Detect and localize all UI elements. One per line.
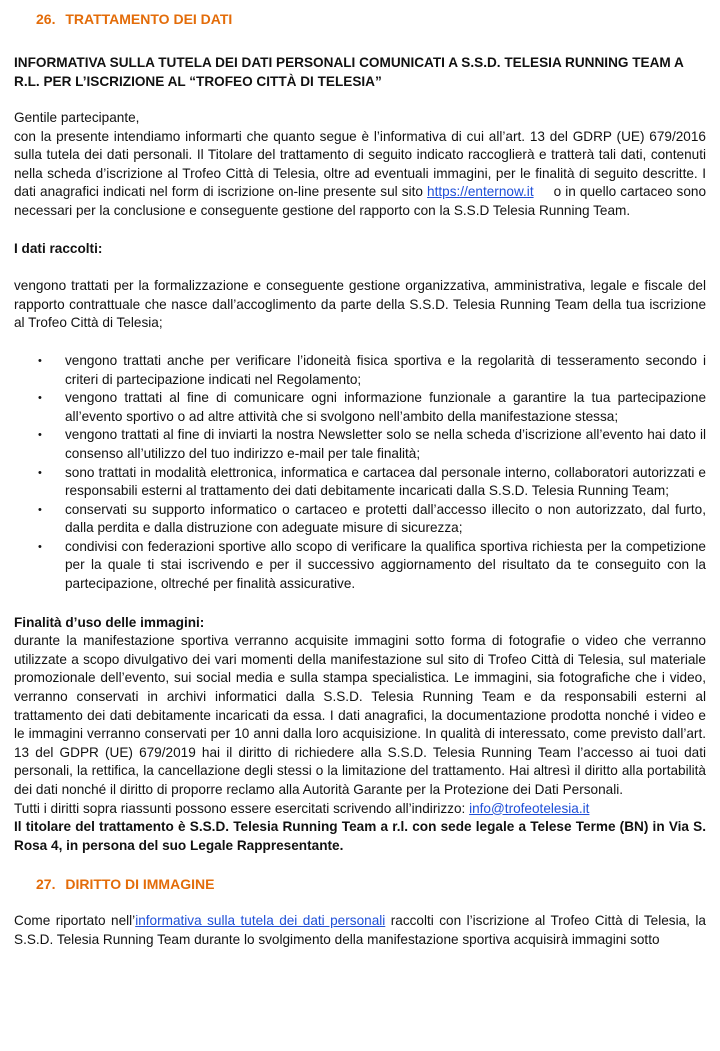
controller-paragraph: Il titolare del trattamento è S.S.D. Telesia Running Team a r.l. con sede legale a Telese Terme (BN) in Via S. Rosa 4, in persona del suo Legale Rappresentante.: [14, 819, 706, 853]
rights-text: Tutti i diritti sopra riassunti possono essere esercitati scrivendo all’indirizzo:: [14, 800, 466, 816]
collected-paragraph: vengono trattati per la formalizzazione e conseguente gestione organizzativa, amministrativa, legale e fiscale del rapporto contrattuale che nasce dall’accoglimento da parte della S.S.D. Telesia Running Team della tua iscrizione al Trofeo Città di Telesia;: [14, 278, 706, 331]
bullet-icon: •: [38, 354, 42, 367]
images-heading: Finalità d’uso delle immagini:: [14, 614, 205, 630]
bullet-icon: •: [38, 540, 42, 553]
image-rights-paragraph: [14, 912, 706, 949]
intro-paragraph: [14, 128, 706, 221]
enternow-link[interactable]: https://enternow.it: [427, 184, 534, 200]
list-item: • vengono trattati al fine di inviarti la nostra Newsletter solo se nella scheda d’iscrizione all’evento hai dato il consenso all’utilizzo del tuo indirizzo e-mail per tale finalità;: [38, 427, 706, 461]
collected-heading: I dati raccolti:: [14, 240, 103, 256]
section-heading-27: [36, 875, 706, 893]
email-link[interactable]: info@trofeotelesia.it: [469, 800, 590, 816]
greeting: Gentile partecipante,: [14, 110, 140, 125]
section-title: TRATTAMENTO DEI DATI: [65, 11, 233, 27]
list-item: • vengono trattati al fine di comunicare ogni informazione funzionale a garantire la tua partecipazione all’evento sportivo o ad altre attività che si svolgono nell’ambito della manifestazione stessa;: [38, 390, 706, 424]
intro-text: con la presente intendiamo informarti che quanto segue è l’informativa di cui all’art. 13 del GDRP (UE) 679/2016 sulla tutela dei dati personali. Il Titolare del trattamento di seguito indicato raccoglierà e tratterà tali dati, contenuti nella scheda d’iscrizione al Trofeo Città di Telesia, oltre ad eventuali immagini, per le finalità di seguito descritte. I dati anagrafici indicati nel form di iscrizione on-line presente sul sito: [14, 128, 706, 200]
document-title: INFORMATIVA SULLA TUTELA DEI DATI PERSONALI COMUNICATI A S.S.D. TELESIA RUNNING TEAM A R.L. PER L’ISCRIZIONE AL “TROFEO CITTÀ DI TELESIA”: [14, 55, 684, 89]
list-item: • conservati su supporto informatico o cartaceo e protetti dall’accesso illecito o non autorizzato, dal furto, dalla perdita e dalla distruzione con adeguate misure di sicurezza;: [38, 501, 706, 536]
images-paragraph: durante la manifestazione sportiva verranno acquisite immagini sotto forma di fotografie o video che verranno utilizzate a scopo divulgativo dei vari momenti della manifestazione sul sito di Trofeo Città di Telesia, sul materiale promozionale dell’evento, sui social media e sulla stampa specialistica. Le immagini, sia fotografiche che i video, verranno conservati in archivi informatici dalla S.S.D. Telesia Running Team e da responsabili esterni al trattamento dei dati debitamente incaricati da essa. I dati anagrafici, la documentazione prodotta nonché i video e le immagini verranno conservati per 10 anni dalla loro acquisizione. In qualità di interessato, come previsto dall’art. 13 del GDPR (UE) 679/2019 hai il diritto di richiedere alla S.S.D. Telesia Running Team l’accesso ai tuoi dati personali, la rettifica, la cancellazione degli stessi o la limitazione del trattamento. Hai altresì il diritto alla portabilità dei dati nonché il diritto di proporre reclamo alla Autorità Garante per la Protezione dei Dati Personali.: [14, 633, 706, 797]
list-item: • sono trattati in modalità elettronica, informatica e cartacea dal personale interno, collaboratori autorizzati e responsabili esterni al trattamento dei dati debitamente incaricati dalla S.S.D. Telesia Running Team;: [38, 464, 706, 499]
rights-paragraph: [14, 800, 706, 819]
section-number: 27.: [36, 876, 56, 893]
image-rights-text-continued: raccolti con l’iscrizione al Trofeo Città di Telesia, la S.S.D. Telesia Running Team durante lo svolgimento della manifestazione sportiva acquisirà immagini sotto: [14, 913, 706, 947]
image-rights-text: Come riportato nell’: [14, 913, 136, 929]
bullet-icon: •: [38, 466, 42, 479]
bullet-icon: •: [38, 503, 42, 516]
intro-text-continued: o in quello cartaceo sono necessari per la conclusione e conseguente gestione del rapporto con la S.S.D Telesia Running Team.: [14, 184, 707, 218]
section-heading-26: [36, 10, 706, 28]
processing-list: [14, 352, 706, 594]
privacy-policy-link[interactable]: informativa sulla tutela dei dati personali: [135, 913, 386, 929]
bullet-icon: •: [38, 392, 42, 405]
section-number: 26.: [36, 11, 56, 27]
list-item: • condivisi con federazioni sportive allo scopo di verificare la qualifica sportiva richiesta per la competizione per la quale ti stai iscrivendo e per il successivo aggiornamento del risultato da te conseguito con la partecipazione, oltreché per finalità assicurative.: [38, 538, 706, 592]
bullet-icon: •: [38, 429, 42, 442]
list-item: • vengono trattati anche per verificare l’idoneità fisica sportiva e la regolarità di tesseramento secondo i criteri di partecipazione indicati nel Regolamento;: [38, 352, 706, 387]
section-title: DIRITTO DI IMMAGINE: [65, 876, 215, 893]
